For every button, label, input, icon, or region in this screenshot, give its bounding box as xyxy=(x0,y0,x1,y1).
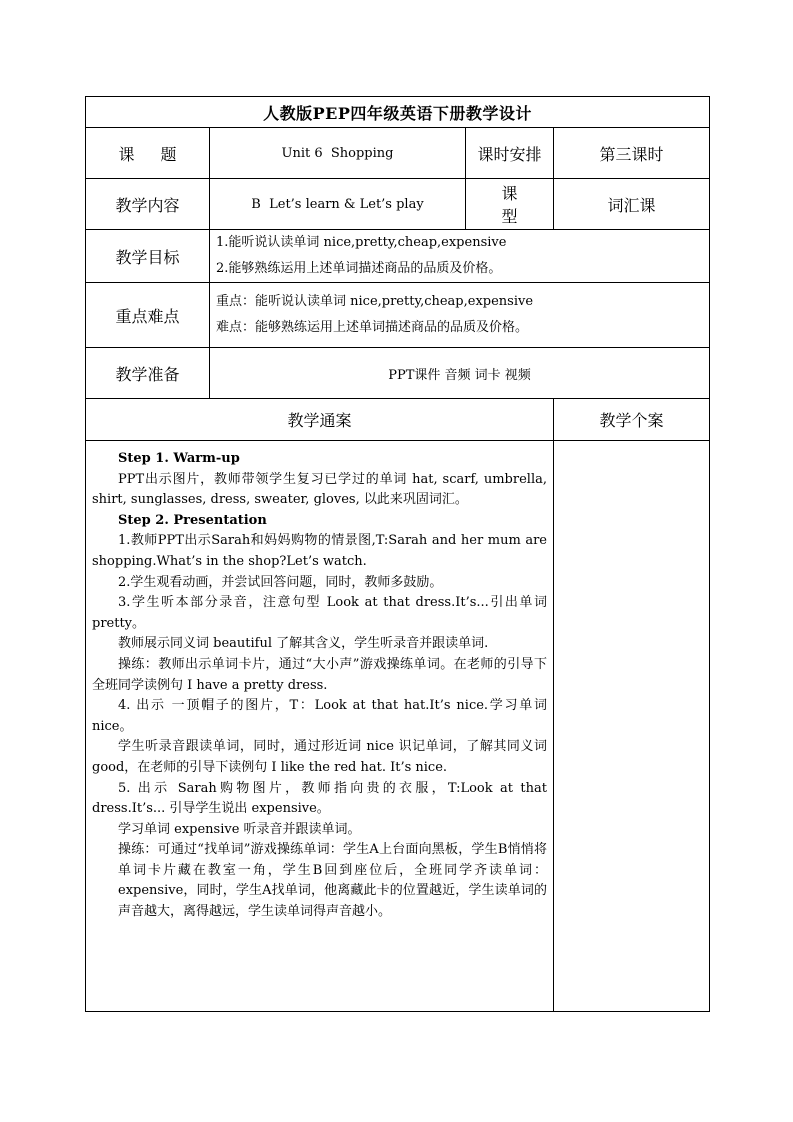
lesson-plan-table xyxy=(85,96,710,1012)
step-heading: Step 1. Warm-up xyxy=(118,451,240,466)
content-label: 教学内容 xyxy=(86,179,210,230)
document-title: 人教版PEP四年级英语下册教学设计 xyxy=(86,97,710,128)
goal-item: 1.能听说认读单词 nice,pretty,cheap,expensive xyxy=(216,235,507,250)
plan-paragraph: 2.学生观看动画，并尝试回答问题，同时，教师多鼓励。 xyxy=(118,574,443,590)
prep-label: 教学准备 xyxy=(86,348,210,399)
plan-paragraph: 学生听录音跟读单词，同时，通过形近词 nice 识记单词，了解其同义词 good，在老师的引导下读例句 I like the red hat. It’s nice. xyxy=(92,739,547,775)
keypoint-item: 重点：能听说认读单词 nice,pretty,cheap,expensive xyxy=(216,294,534,309)
plan-paragraph: 教师展示同义词 beautiful 了解其含义，学生听录音并跟读单词. xyxy=(118,636,489,652)
goals-cell xyxy=(210,230,710,283)
keypoints-label: 重点难点 xyxy=(86,283,210,348)
keypoint-item: 难点：能够熟练运用上述单词描述商品的品质及价格。 xyxy=(216,320,529,335)
goals-label: 教学目标 xyxy=(86,230,210,283)
plan-paragraph: 操练：教师出示单词卡片，通过“大小声”游戏操练单词。在老师的引导下全班同学读例句 I have a pretty dress. xyxy=(92,656,547,693)
plan-paragraph: 5. 出示 Sarah购物图片，教师指向贵的衣服，T:Look at that dress.It’s... 引导学生说出 expensive。 xyxy=(92,780,547,817)
step-heading: Step 2. Presentation xyxy=(118,512,267,528)
plan-paragraph: 1.教师PPT出示Sarah和妈妈购物的情景图,T:Sarah and her mum are shopping.What’s in the shop?Let’s watch. xyxy=(92,533,547,569)
plan-paragraph: 学习单词 expensive 听录音并跟读单词。 xyxy=(118,821,361,837)
keypoints-cell xyxy=(210,283,710,348)
topic-label: 课题 xyxy=(86,128,210,179)
schedule-value: 第三课时 xyxy=(554,128,710,179)
notes-body xyxy=(554,441,710,1012)
type-value: 词汇课 xyxy=(554,179,710,230)
plan-paragraph: 3.学生听本部分录音，注意句型 Look at that dress.It’s...引出单词 pretty。 xyxy=(92,595,547,631)
goal-item: 2.能够熟练运用上述单词描述商品的品质及价格。 xyxy=(216,261,502,276)
type-label: 课型 xyxy=(466,179,554,230)
topic-value: Unit 6 Shopping xyxy=(210,128,466,179)
content-value: B Let’s learn & Let’s play xyxy=(210,179,466,230)
plan-paragraph: 操练：可通过“找单词”游戏操练单词：学生A上台面向黑板，学生B悄悄将单词卡片藏在教室一角，学生B回到座位后，全班同学齐读单词：expensive，同时，学生A找单词，他离藏此卡的位置越近，学生读单词的声音越大，离得越远，学生读单词得声音越小。 xyxy=(118,842,547,920)
plan-body xyxy=(86,441,554,1012)
plan-paragraph: PPT出示图片，教师带领学生复习已学过的单词 hat, scarf, umbrella, shirt, sunglasses, dress, sweater, gloves, 以此来巩固词汇。 xyxy=(92,471,547,508)
plan-paragraph: 4. 出示 一顶帽子的图片，T：Look at that hat.It’s nice.学习单词 nice。 xyxy=(92,698,547,734)
schedule-label: 课时安排 xyxy=(466,128,554,179)
prep-value: PPT课件 音频 词卡 视频 xyxy=(210,348,710,399)
plan-header: 教学通案 xyxy=(86,399,554,441)
notes-header: 教学个案 xyxy=(554,399,710,441)
